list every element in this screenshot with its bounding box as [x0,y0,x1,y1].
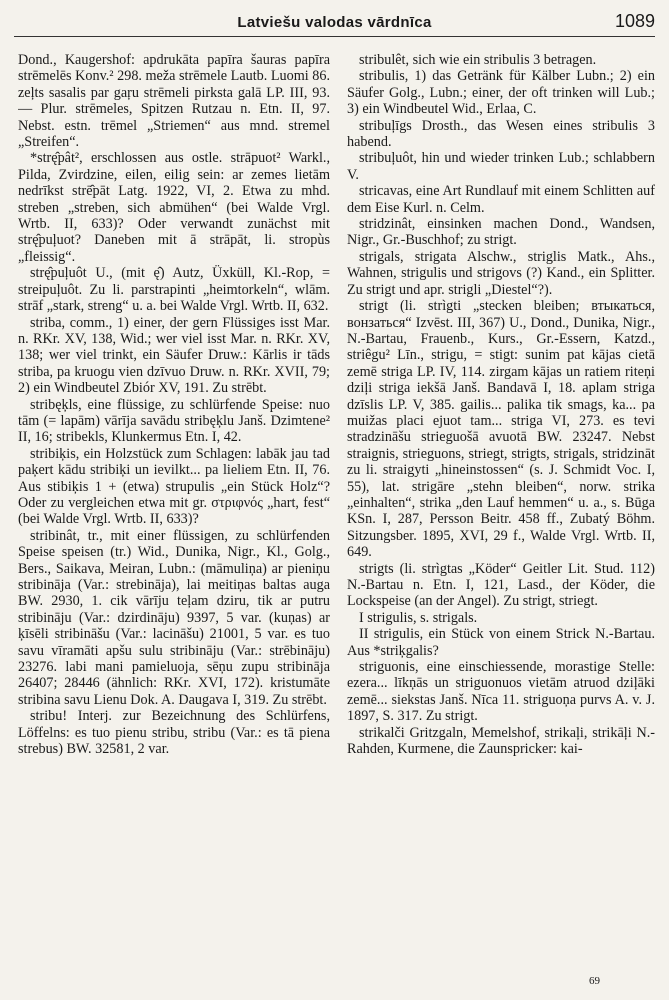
entry-stricavas: stricavas, eine Art Rundlauf mit einem Schlitten auf dem Eise Kurl. n. Celm. [347,183,655,216]
right-column [347,52,655,970]
entry-stribulis: stribulis, 1) das Getränk für Kälber Lubn.; 2) ein Säufer Golg., Lubn.; einer, der oft trinken will Lub.; 3) ein Windbeutel Wid., Erlaa, C. [347,68,655,118]
entry-stribuluot: stribuļuôt, hin und wieder trinken Lub.; schlabbern V. [347,150,655,183]
entry-strigts: strigts (li. strìgtas „Köder“ Geitler Lit. Stud. 112) N.-Bartau n. Etn. I, 121, Lasd., der Köder, die Lockspeise (an der Angel). Zu strigt, striegt. [347,560,655,610]
entry-strikalci: strikalči Gritzgaln, Memelshof, strikaļi, strikāļi N.-Rahden, Kurmene, die Zaunspricker: kai- [347,724,655,758]
entry-stribuligs: stribuļīgs Drosth., das Wesen eines stribulis 3 habend. [347,117,655,151]
entry-strepat: *strę̂pât², erschlossen aus ostle. strāpuot² Warkl., Pilda, Zvirdzine, eilen, eilig sein: ar zemes lietām nedrīkst strē̂pāt Latg. 1922, VI, 2. Etwa zu mhd. streben „streben, sich abmühen“ (bei Walde Vrgl. Wrtb. II, 633)? Oder verwandt zunächst mit strę̂puļuot? Daneben mit ā strāpāt, li. stropùs „fleissig“. [18,150,330,265]
entry-strigulis-1: I strigulis, s. strigals. [359,609,478,626]
entry-stribekls: stribęķls, eine flüssige, zu schlürfende Speise: nuo tām (= lapām) vārīja savādu stribęķlu Janš. Dzimtene² II, 16; stribekls, Klunkermus Etn. I, 42. [18,396,330,446]
entry-strigals: strigals, strigata Alschw., striglis Matk., Ahs., Wahnen, strigulis und strigovs (?) Kand., ein Splitter. Zu strigt und apr. strigli „Diestel“?). [347,248,655,298]
entry-strigulis-2: II strigulis, ein Stück von einem Strick N.-Bartau. Aus *striķgalis? [347,626,655,659]
running-title: Latviešu valodas vārdnīca [237,14,432,31]
entry-stribikis: stribiķis, ein Holzstück zum Schlagen: labāk jau tad paķert kādu stribiķi un ievilkt... pa lieliem Etn. II, 76. Aus stibiķis 1 + (etwa) strupulis „ein Stück Holz“? Oder zu vergleichen etwa mit gr. στριφνός „hart, fest“ (bei Walde Vrgl. Wrtb. II, 633)? [18,445,330,528]
entry-continuation: Dond., Kaugershof: apdrukāta papīra šauras papīra strēmelēs Konv.² 298. meža strēmele Lautb. Luomi 86. zeļts sasalis par gaŗu strēmeli pirksta galā LP. III, 93. — Plur. strēmeles, Spitzen Rutzau n. Etn. II, 97. Nebst. estn. trēmel „Striemen“ aus mnd. stremel „Streifen“. [18,52,330,151]
page-header [14,10,655,37]
page-number: 1089 [614,11,655,31]
entry-stribulet: stribulêt, sich wie ein stribulis 3 betragen. [359,52,597,68]
signature-mark: 69 [589,975,600,987]
entry-stridzinat: stridzinât, einsinken machen Dond., Wandsen, Nigr., Gr.-Buschhof; zu strigt. [347,216,655,249]
entry-strigt: strigt (li. strìgti „stecken bleiben; втыкаться, вонзаться“ Izvēst. III, 367) U., Dond., Dunika, Nigr., N.-Bartau, Frauenb., Kurs., Gr.-Essern, Katzd., striêgu² Līn., strigu, = stigt: sunim pat kājas cietā zemē striga LP. IV, 114. zirgam kājas un ratiem riteņi dziļi striga iekšā Janš. Bandavā I, 18. aplam striga dzīslis LP. V, 385. gailis... palika tik smags, ka... pa muižas placi ejuot tam... striga VI, 273. es tevi stradzināšu strieguošā avuotā BW. 23247. Nebst straignis, strieguons, striegt, strigts, strigals, stridzināt zu li. straigyti „hineinstossen“ (s. J. Schmidt Voc. I, 55), lat. strigāre „stehn bleiben“, norw. strika „einhalten“, strika „den Lauf hemmen“ u. a., s. Būga KSn. I, 287, Persson Beitr. 458 ff., Zubatý Böhm. Sitzungsber. 1895, XVI, 29 f., Walde Vrgl. Wrtb. II, 649. [347,298,655,561]
left-column [18,52,330,970]
entry-striguonis: striguonis, eine einschiessende, morastige Stelle: ezera... līkņās un striguonuos vietām atruod dziļāki zemē... siekstas Janš. Nīca 11. striguoņa purvs A. v. J. 1897, S. 317. Zu strigt. [347,659,655,725]
entry-stribu: stribu! Interj. zur Bezeichnung des Schlürfens, Löffelns: es tuo pienu stribu, stribu (Var.: es tā piena strebus) BW. 32581, 2 var. [18,708,330,758]
entry-striba: striba, comm., 1) einer, der gern Flüssiges isst Mar. n. RKr. XV, 138, Wid.; wer viel isst Mar. n. RKr. XV, 138; wer viel trinkt, ein Säufer Druw.: Kārlis ir tāds striba, pa kruogu vien dzīvuo Druw. n. RKr. XVII, 79; 2) ein Windbeutel Zbiór XV, 191. Zu strēbt. [18,314,330,397]
entry-strepuluot: strę̂puļuôt U., (mit ę̂) Autz, Üxküll, Kl.-Rop, = streipuļuôt. Zu li. parstrapinti „heimtorkeln“, wlām. strāf „stark, streng“ u. a. bei Walde Vrgl. Wrtb. II, 632. [18,265,330,315]
entry-stribinat: stribinât, tr., mit einer flüssigen, zu schlürfenden Speise speisen (tr.) Wid., Dunika, Nigr., Kl., Golg., Bers., Saikava, Meiran, Lubn.: (māmuliņa) ar pieniņu stribināja (Var.: strebināja), lai meitiņas baltas auga BW. 2930, 1. cik vārīju teļam dziru, tik ar putru stribināju (Var.: dzirdināju) 9397, 5 var. (kuņas) ar ķīsēli stribināšu (Var.: lacināšu) 21001, 5 var. es tuo savu vīramāti apšu sulu stribināju (Var.: strēbināju) 23276. labi mani pamieluoja, sēņu zupu stribināja 26407; 28446 (ähnlich: RKr. XVI, 172). kristumāte stribina savu Lienu Dok. A. Daugava I, 319. Zu strēbt. [18,527,330,708]
